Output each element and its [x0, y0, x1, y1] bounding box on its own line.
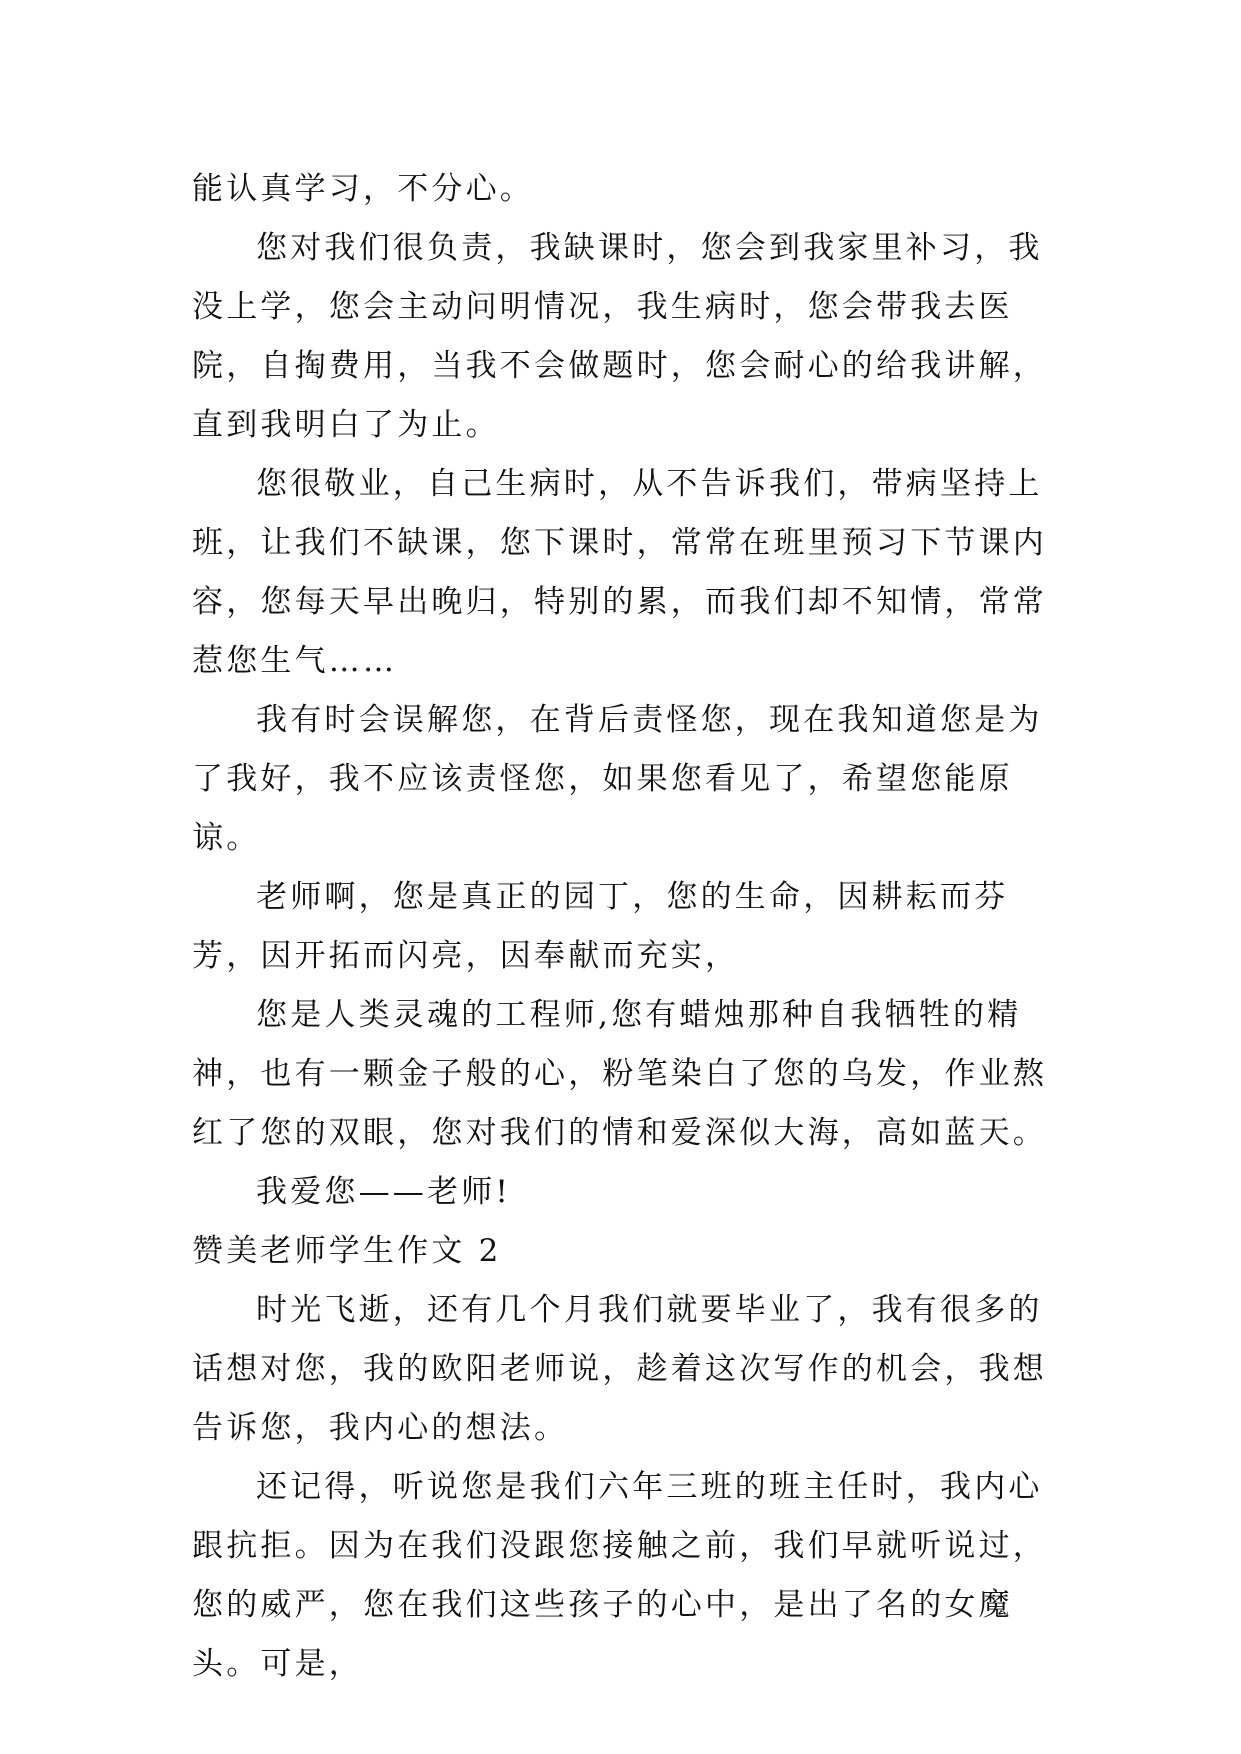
- paragraph-engineer: 您是人类灵魂的工程师,您有蜡烛那种自我牺牲的精神，也有一颗金子般的心，粉笔染白了您的乌发，作业熬红了您的双眼，您对我们的情和爱深似大海，高如蓝天。: [192, 997, 1047, 1151]
- paragraph-dedication: 您很敬业，自己生病时，从不告诉我们，带病坚持上班，让我们不缺课，您下课时，常常在班里预习下节课内容，您每天早出晚归，特别的累，而我们却不知情，常常惹您生气……: [192, 466, 1047, 679]
- paragraph-continuation: 能认真学习，不分心。: [192, 171, 534, 207]
- paragraph-responsibility: 您对我们很负责，我缺课时，您会到我家里补习，我没上学，您会主动问明情况，我生病时，您会带我去医院，自掏费用，当我不会做题时，您会耐心的给我讲解，直到我明白了为止。: [192, 230, 1047, 443]
- paragraph-misunderstanding: 我有时会误解您，在背后责怪您，现在我知道您是为了我好，我不应该责怪您，如果您看见了，希望您能原谅。: [192, 702, 1043, 856]
- document-body: [192, 160, 1052, 1694]
- paragraph-love: 我爱您——老师!: [256, 1174, 512, 1210]
- paragraph-gardener: 老师啊，您是真正的园丁，您的生命，因耕耘而芬芳，因开拓而闪亮，因奉献而充实，: [192, 879, 1009, 974]
- section-heading: 赞美老师学生作文 2: [192, 1233, 502, 1269]
- paragraph-memory: 还记得，听说您是我们六年三班的班主任时，我内心跟抗拒。因为在我们没跟您接触之前，我们早就听说过，您的威严，您在我们这些孩子的心中，是出了名的女魔头。可是，: [192, 1469, 1047, 1682]
- paragraph-graduation: 时光飞逝，还有几个月我们就要毕业了，我有很多的话想对您，我的欧阳老师说，趁着这次写作的机会，我想告诉您，我内心的想法。: [192, 1292, 1047, 1446]
